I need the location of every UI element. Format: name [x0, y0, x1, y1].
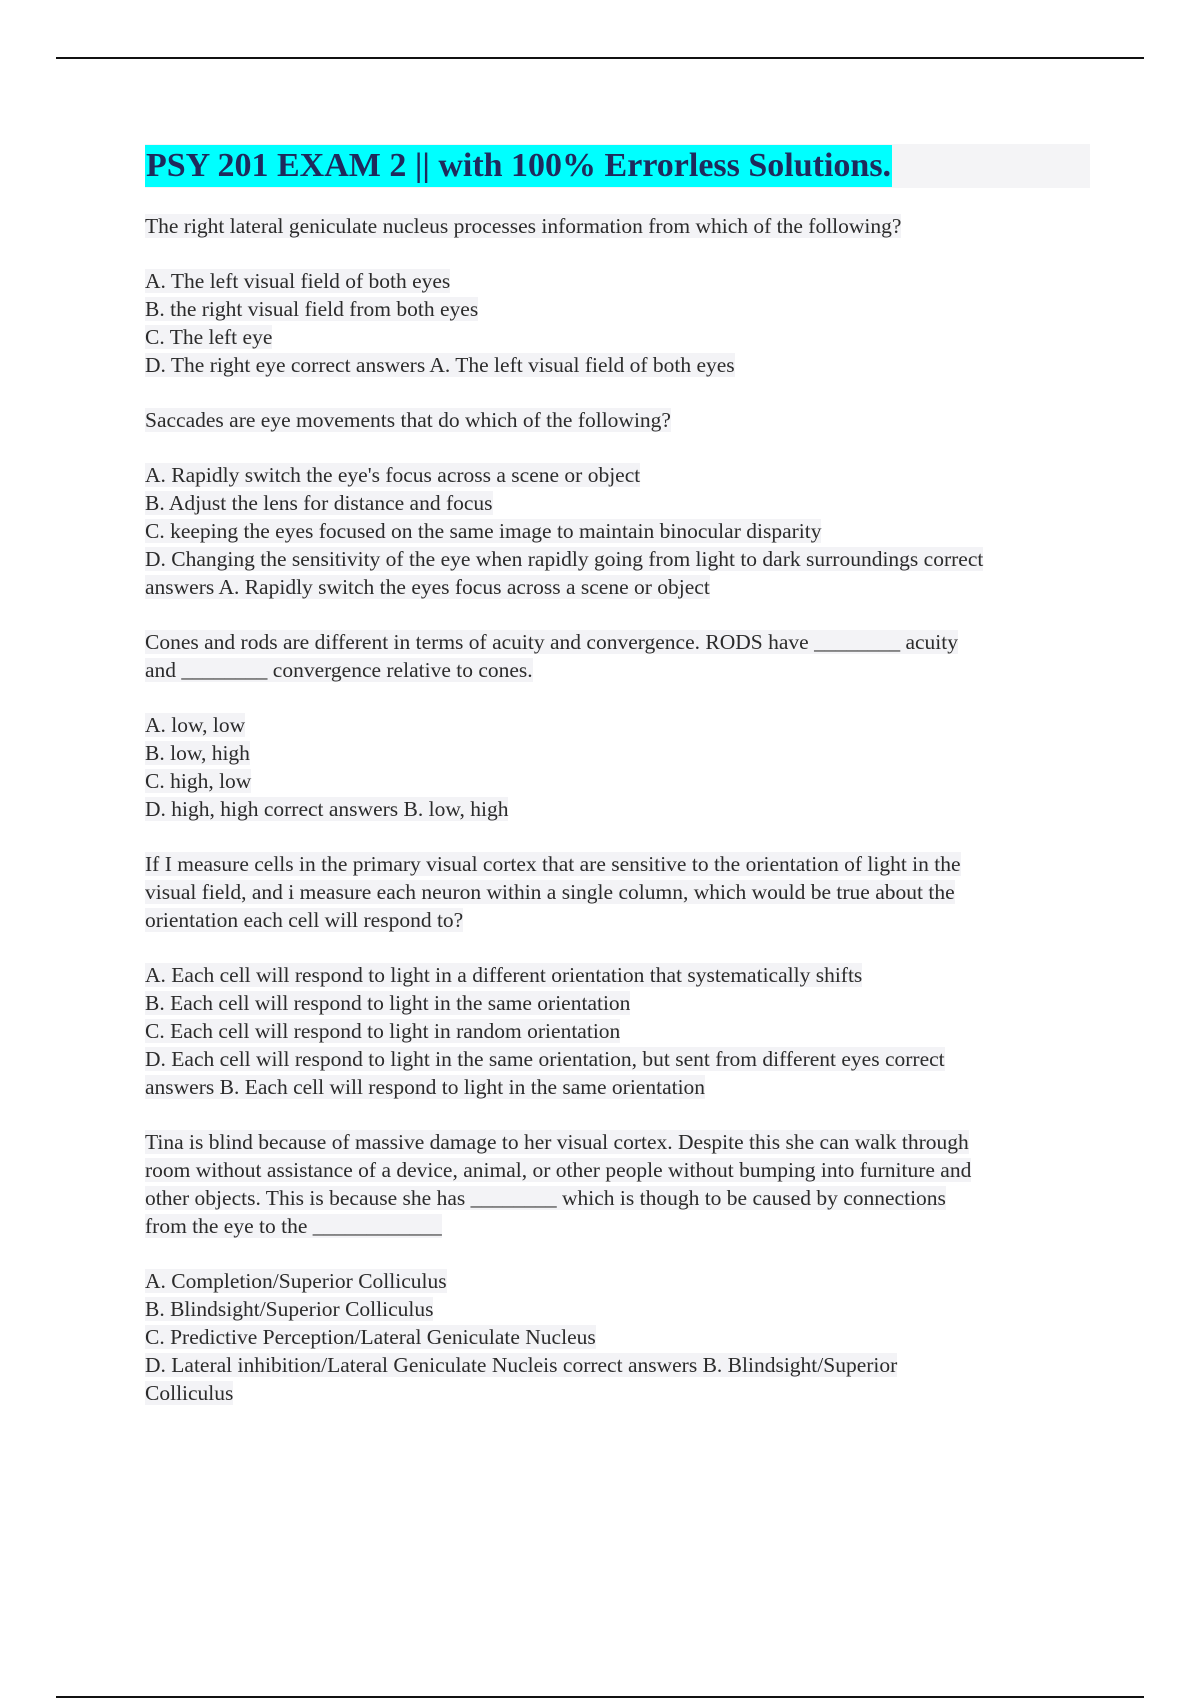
option-line: D. high, high correct answers B. low, high — [145, 797, 509, 821]
option-line: B. low, high — [145, 741, 250, 765]
top-rule — [56, 57, 1144, 59]
stem-line: and ________ convergence relative to cones. — [145, 658, 533, 682]
bottom-rule — [56, 1696, 1144, 1698]
stem-line: Tina is blind because of massive damage to her visual cortex. Despite this she can walk through — [145, 1130, 969, 1154]
option-line: Colliculus — [145, 1381, 234, 1405]
option-line: A. Each cell will respond to light in a different orientation that systematically shifts — [145, 963, 863, 987]
option-line: A. The left visual field of both eyes — [145, 269, 451, 293]
title-bar — [145, 144, 1090, 188]
question-options — [145, 461, 1090, 601]
option-line: B. Adjust the lens for distance and focus — [145, 491, 493, 515]
option-line: A. Rapidly switch the eye's focus across a scene or object — [145, 463, 641, 487]
stem-line: Cones and rods are different in terms of acuity and convergence. RODS have ________ acuity — [145, 630, 958, 654]
option-line: C. Each cell will respond to light in random orientation — [145, 1019, 621, 1043]
document-body — [145, 144, 1090, 1434]
stem-line: If I measure cells in the primary visual cortex that are sensitive to the orientation of light in the — [145, 852, 961, 876]
option-line: A. Completion/Superior Colliculus — [145, 1269, 447, 1293]
question-options — [145, 267, 1090, 379]
option-line: B. Each cell will respond to light in the same orientation — [145, 991, 631, 1015]
page-title: PSY 201 EXAM 2 || with 100% Errorless Solutions. — [145, 145, 892, 187]
option-line: D. The right eye correct answers A. The left visual field of both eyes — [145, 353, 735, 377]
question-stem — [145, 212, 1090, 240]
stem-line: visual field, and i measure each neuron within a single column, which would be true about the — [145, 880, 955, 904]
option-line: C. The left eye — [145, 325, 273, 349]
option-line: D. Each cell will respond to light in the same orientation, but sent from different eyes correct — [145, 1047, 945, 1071]
option-line: B. the right visual field from both eyes — [145, 297, 479, 321]
question-stem — [145, 1128, 1090, 1240]
option-line: answers A. Rapidly switch the eyes focus across a scene or object — [145, 575, 710, 599]
option-line: C. keeping the eyes focused on the same image to maintain binocular disparity — [145, 519, 822, 543]
option-line: A. low, low — [145, 713, 246, 737]
stem-line: Saccades are eye movements that do which of the following? — [145, 408, 671, 432]
question-options — [145, 961, 1090, 1101]
stem-line: The right lateral geniculate nucleus processes information from which of the following? — [145, 214, 902, 238]
option-line: D. Lateral inhibition/Lateral Geniculate Nucleis correct answers B. Blindsight/Superior — [145, 1353, 898, 1377]
option-line: D. Changing the sensitivity of the eye when rapidly going from light to dark surroundings correct — [145, 547, 984, 571]
question-options — [145, 711, 1090, 823]
question-options — [145, 1267, 1090, 1407]
question-stem — [145, 628, 1090, 684]
option-line: B. Blindsight/Superior Colliculus — [145, 1297, 434, 1321]
stem-line: other objects. This is because she has ________ which is though to be caused by connections — [145, 1186, 946, 1210]
option-line: C. Predictive Perception/Lateral Geniculate Nucleus — [145, 1325, 596, 1349]
stem-line: from the eye to the ____________ — [145, 1214, 442, 1238]
option-line: answers B. Each cell will respond to light in the same orientation — [145, 1075, 706, 1099]
stem-line: orientation each cell will respond to? — [145, 908, 464, 932]
question-stem — [145, 406, 1090, 434]
stem-line: room without assistance of a device, animal, or other people without bumping into furniture and — [145, 1158, 972, 1182]
question-stem — [145, 850, 1090, 934]
option-line: C. high, low — [145, 769, 252, 793]
